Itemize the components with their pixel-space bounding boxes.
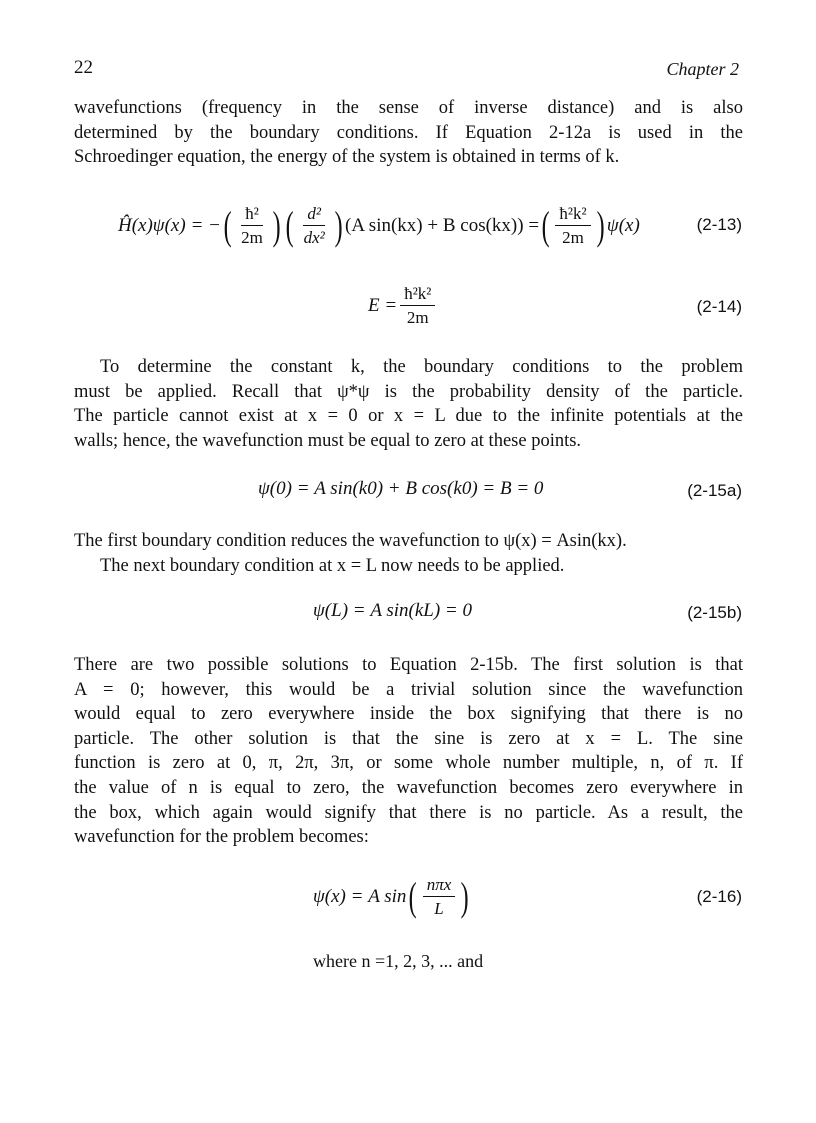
eq14-lhs: E = bbox=[368, 295, 398, 316]
para2-line: walls; hence, the wavefunction must be equal to zero at these points. bbox=[74, 430, 582, 451]
para4-line: would equal to zero everywhere inside the box signifying that there is no bbox=[74, 704, 743, 725]
para1-line: Schroedinger equation, the energy of the system is obtained in terms of k. bbox=[74, 147, 620, 168]
eq13-frac-deriv: $\frac{\text{d²}}{\text{dx²}}$ bbox=[303, 204, 325, 247]
eq13-tail: ψ(x) bbox=[606, 215, 640, 236]
para4-line: the box, which again would signify that there is no particle. As a result, the bbox=[74, 802, 743, 823]
para2-line: must be applied. Recall that ψ*ψ is the probability density of the particle. bbox=[74, 381, 743, 402]
para2-line: The particle cannot exist at x = 0 or x = L due to the infinite potentials at the bbox=[74, 406, 743, 427]
para4-line: wavefunction for the problem becomes: bbox=[74, 827, 369, 848]
para4-line: function is zero at 0, π, 2π, 3π, or some whole number multiple, n, of π. If bbox=[74, 753, 743, 774]
equation-number-2-15a: (2-15a) bbox=[687, 481, 742, 500]
para4-line: particle. The other solution is that the sine is zero at x = L. The sine bbox=[74, 728, 743, 749]
para4-line: the value of n is equal to zero, the wavefunction becomes zero everywhere in bbox=[74, 777, 743, 798]
where-line: where n =1, 2, 3, ... and bbox=[313, 951, 484, 971]
para3-line: The next boundary condition at x = L now needs to be applied. bbox=[100, 555, 565, 576]
equation-2-16: ψ(x) = A sin ( $\frac{\text{nπx}}{L}$ ) bbox=[313, 874, 469, 919]
page-number: 22 bbox=[74, 57, 93, 78]
equation-2-14 bbox=[368, 278, 438, 334]
para4-line: There are two possible solutions to Equation 2-15b. The first solution is that bbox=[74, 655, 743, 675]
paragraph-3 bbox=[74, 529, 743, 578]
eq16-lhs: ψ(x) = A sin bbox=[313, 886, 407, 907]
equation-2-15b: ψ(L) = A sin(kL) = 0 bbox=[313, 600, 473, 621]
paragraph-2 bbox=[74, 355, 743, 453]
para4-line: A = 0; however, this would be a trivial solution since the wavefunction bbox=[74, 679, 743, 700]
eq14-frac: $\frac{\text{ħ²k²}}{2m}$ bbox=[400, 284, 435, 328]
equation-2-13: Ĥ(x)ψ(x) = − ( $\frac{\text{ħ²}}{2m}$ ) ( $\frac{\text{d²}}{\text{dx²}}$ ) (A sin(kx) + B cos(kx)) = ( $\frac{\text{ħ²k²}}{2m}$ ) ψ(x) bbox=[118, 203, 640, 248]
para2-line: To determine the constant k, the boundary conditions to the problem bbox=[100, 357, 743, 377]
paragraph-1 bbox=[74, 96, 743, 170]
equation-2-15a: ψ(0) = A sin(k0) + B cos(k0) = B = 0 bbox=[258, 478, 544, 499]
eq13-body: (A sin(kx) + B cos(kx)) = bbox=[345, 215, 540, 236]
para1-line: wavefunctions (frequency in the sense of inverse distance) and is also bbox=[74, 98, 743, 118]
eq13-frac-energy: $\frac{\text{ħ²k²}}{2m}$ bbox=[555, 204, 590, 248]
chapter-title: Chapter 2 bbox=[666, 59, 739, 79]
equation-number-2-16: (2-16) bbox=[696, 887, 742, 906]
equation-number-2-13: (2-13) bbox=[696, 215, 742, 234]
para1-line: determined by the boundary conditions. If Equation 2-12a is used in the bbox=[74, 122, 743, 143]
equation-number-2-15b: (2-15b) bbox=[687, 603, 742, 622]
eq13-lhs: Ĥ(x)ψ(x) = − bbox=[118, 215, 221, 236]
equation-number-2-14: (2-14) bbox=[696, 297, 742, 316]
eq16-frac: $\frac{\text{nπx}}{L}$ bbox=[423, 875, 456, 919]
para3-line: The first boundary condition reduces the wavefunction to ψ(x) = Asin(kx). bbox=[74, 531, 627, 551]
eq13-frac-hbar: $\frac{\text{ħ²}}{2m}$ bbox=[241, 204, 263, 247]
paragraph-4 bbox=[74, 653, 743, 850]
